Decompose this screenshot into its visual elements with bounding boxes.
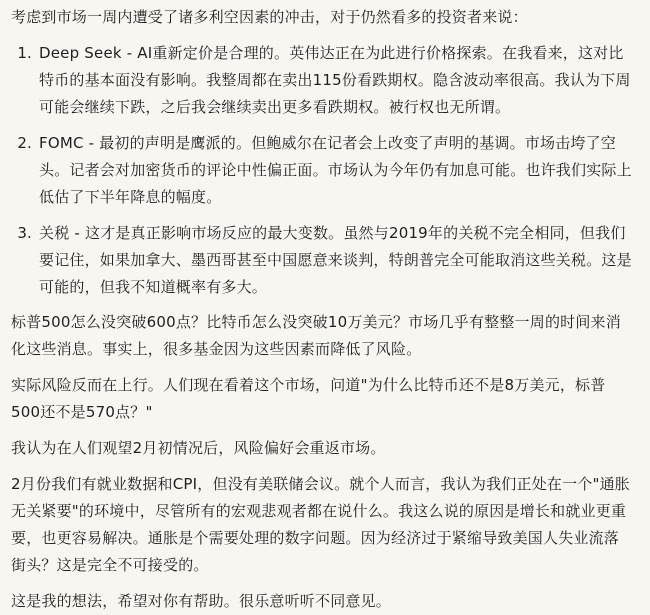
list-item-deepseek: 1. Deep Seek - AI重新定价是合理的。英伟达正在为此进行价格探索。在我看来，这对比特币的基本面没有影响。我整周都在卖出115份看跌期权。隐含波动率很高。我认为下周可能会继续下跌，之后我会继续卖出更多看跌期权。被行权也无所谓。	[37, 40, 632, 121]
paragraph-risk-appetite: 我认为在人们观望2月初情况后，风险偏好会重返市场。	[11, 439, 386, 457]
intro-text: 考虑到市场一周内遭受了诸多利空因素的冲击，对于仍然看多的投资者来说：	[11, 8, 528, 26]
list-item-fomc: 2. FOMC - 最初的声明是鹰派的。但鲍威尔在记者会上改变了声明的基调。市场击垮了空头。记者会对加密货币的评论中性偏正面。市场认为今年仍有加息可能。也许我们实际上低估了下半年降息的幅度。	[37, 130, 632, 211]
paragraph-closing: 这是我的想法，希望对你有帮助。很乐意听听不同意见。	[11, 592, 392, 610]
paragraph-february-data: 2月份我们有就业数据和CPI，但没有美联储会议。就个人而言，我认为我们正处在一个"通胀无关紧要"的环境中，尽管所有的宏观悲观者都在说什么。我这么说的原因是增长和就业更重要，也更容易解决。通胀是个需要处理的数字问题。因为经济过于紧缩导致美国人失业流落街头？这是完全不可接受的。	[11, 475, 630, 574]
list-item-tariffs: 3. 关税 - 这才是真正影响市场反应的最大变数。虽然与2019年的关税不完全相同，但我们要记住，如果加拿大、墨西哥甚至中国愿意来谈判，特朗普完全可能取消这些关税。这是可能的，但我不知道概率有多大。	[37, 220, 632, 301]
paragraph-upside-risk: 实际风险反而在上行。人们现在看着这个市场，问道"为什么比特币还不是8万美元，标普500还不是570点？"	[11, 376, 606, 421]
paragraph-sp500-btc: 标普500怎么没突破600点？比特币怎么没突破10万美元？市场几乎有整整一周的时间来消化这些消息。事实上，很多基金因为这些因素而降低了风险。	[11, 313, 621, 358]
numbered-list	[11, 40, 632, 301]
